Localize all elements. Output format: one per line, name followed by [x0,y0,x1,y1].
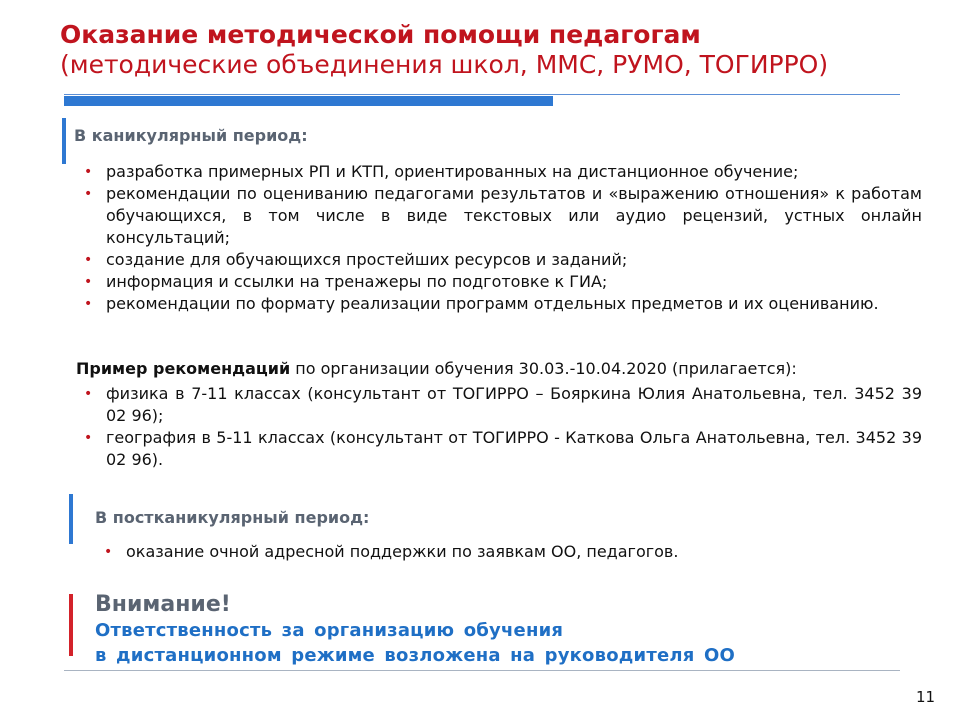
list-item: • география в 5-11 классах (консультант от ТОГИРРО - Каткова Ольга Анатольевна, тел. 3452 39 02 96). [84,428,922,469]
holiday-list [76,161,922,315]
example-list [76,383,922,471]
bullet-icon: • [104,544,113,560]
slide-subtitle: (методические объединения школ, ММС, РУМО, ТОГИРРО) [60,50,829,79]
list-item: • оказание очной адресной поддержки по заявкам ОО, педагогов. [104,542,679,561]
list-item: • информация и ссылки на тренажеры по подготовке к ГИА; [84,272,608,291]
example-rest: по организации обучения 30.03.-10.04.2020 (прилагается): [290,359,797,378]
attention-marker [69,594,73,656]
example-heading [76,358,922,380]
bullet-icon: • [84,430,93,446]
attention-line-2: в дистанционном режиме возложена на руководителя ОО [95,645,735,666]
post-holiday-section-marker [69,494,73,544]
list-item: • создание для обучающихся простейших ресурсов и заданий; [84,250,628,269]
holiday-heading: В каникулярный период: [74,126,308,145]
slide-title: Оказание методической помощи педагогам [60,20,701,49]
attention-line-1: Ответственность за организацию обучения [95,620,564,641]
list-item: • рекомендации по оцениванию педагогами результатов и «выражению отношения» к работам обучающихся, в том числе в виде текстовых или аудио рецензий, устных онлайн консультаций; [84,184,922,247]
bullet-icon: • [84,186,93,202]
header-accent-bar [64,96,553,106]
list-item: • разработка примерных РП и КТП, ориентированных на дистанционное обучение; [84,162,799,181]
bullet-icon: • [84,296,93,312]
list-item: • физика в 7-11 классах (консультант от ТОГИРРО – Бояркина Юлия Анатольевна, тел. 3452 39 02 96); [84,384,922,425]
example-bold: Пример рекомендаций [76,359,291,378]
page-number: 11 [916,688,936,706]
bullet-icon: • [84,252,93,268]
list-item: • рекомендации по формату реализации программ отдельных предметов и их оцениванию. [84,294,879,313]
bullet-icon: • [84,164,93,180]
attention-title: Внимание! [95,592,231,617]
header-divider-line [64,94,900,95]
post-holiday-heading: В постканикулярный период: [95,508,370,527]
bullet-icon: • [84,386,93,402]
holiday-section-marker [62,118,66,164]
post-holiday-list [96,541,896,563]
bullet-icon: • [84,274,93,290]
footer-divider-line [64,670,900,671]
